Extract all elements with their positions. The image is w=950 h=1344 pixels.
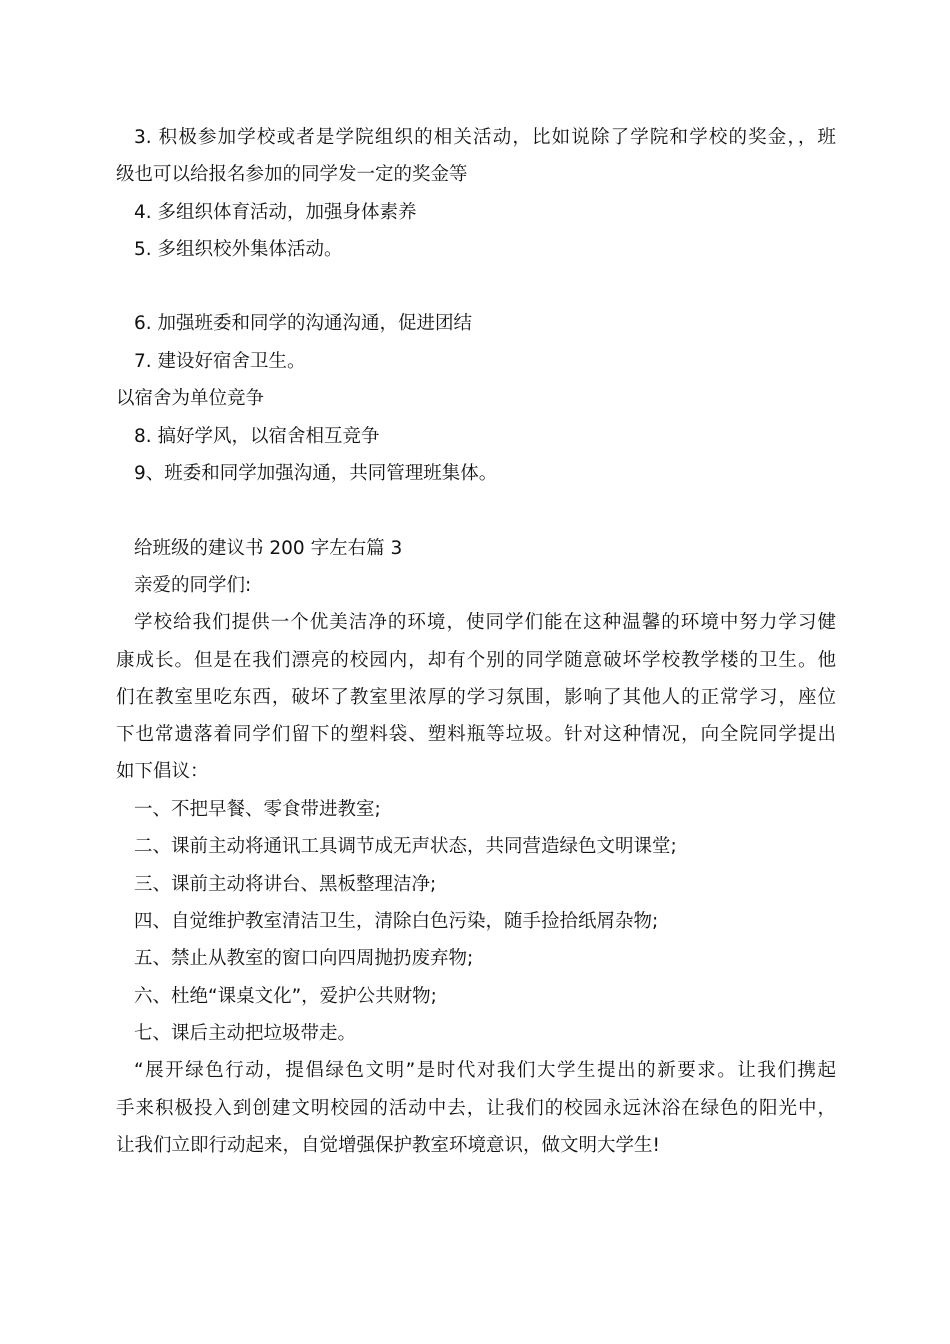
list-item: 7. 建设好宿舍卫生。 xyxy=(134,351,306,372)
list-item: 8. 搞好学风，以宿舍相互竞争 xyxy=(134,426,380,447)
paragraph-line: “展开绿色行动，提倡绿色文明”是时代对我们大学生提出的新要求。让我们携起 xyxy=(134,1060,836,1081)
paragraph-line: 手来积极投入到创建文明校园的活动中去，让我们的校园永远沐浴在绿色的阳光中， xyxy=(116,1098,836,1119)
paragraph-line: 级也可以给报名参加的同学发一定的奖金等 xyxy=(116,164,468,185)
list-item: 4. 多组织体育活动，加强身体素养 xyxy=(134,202,417,223)
list-item: 6. 加强班委和同学的沟通沟通，促进团结 xyxy=(134,313,473,334)
paragraph-line: 学校给我们提供一个优美洁净的环境，使同学们能在这种温馨的环境中努力学习健 xyxy=(134,612,836,633)
list-item: 三、课前主动将讲台、黑板整理洁净; xyxy=(134,874,437,895)
list-item: 六、杜绝“课桌文化”，爱护公共财物; xyxy=(134,986,437,1007)
list-item: 5. 多组织校外集体活动。 xyxy=(134,239,343,260)
paragraph-line: 让我们立即行动起来，自觉增强保护教室环境意识，做文明大学生! xyxy=(116,1135,660,1156)
paragraph-line: 下也常遗落着同学们留下的塑料袋、塑料瓶等垃圾。针对这种情况，向全院同学提出 xyxy=(116,724,836,745)
section-heading: 给班级的建议书 200 字左右篇 3 xyxy=(134,538,403,559)
paragraph-line: 3. 积极参加学校或者是学院组织的相关活动，比如说除了学院和学校的奖金，，班 xyxy=(134,127,836,148)
list-item: 二、课前主动将通讯工具调节成无声状态，共同营造绿色文明课堂; xyxy=(134,836,677,857)
list-item: 一、不把早餐、零食带进教室; xyxy=(134,799,381,820)
paragraph-line: 如下倡议： xyxy=(116,761,209,782)
list-item: 9、班委和同学加强沟通，共同管理班集体。 xyxy=(134,463,498,484)
list-item: 五、禁止从教室的窗口向四周抛扔废弃物; xyxy=(134,948,474,969)
paragraph-line: 以宿舍为单位竞争 xyxy=(116,388,265,409)
paragraph-line: 们在教室里吃东西，破坏了教室里浓厚的学习氛围，影响了其他人的正常学习，座位 xyxy=(116,687,836,708)
list-item: 七、课后主动把垃圾带走。 xyxy=(134,1023,357,1044)
salutation: 亲爱的同学们: xyxy=(134,575,252,596)
list-item: 四、自觉维护教室清洁卫生，清除白色污染，随手捡拾纸屑杂物; xyxy=(134,911,659,932)
paragraph-line: 康成长。但是在我们漂亮的校园内，却有个别的同学随意破坏学校教学楼的卫生。他 xyxy=(116,650,836,671)
